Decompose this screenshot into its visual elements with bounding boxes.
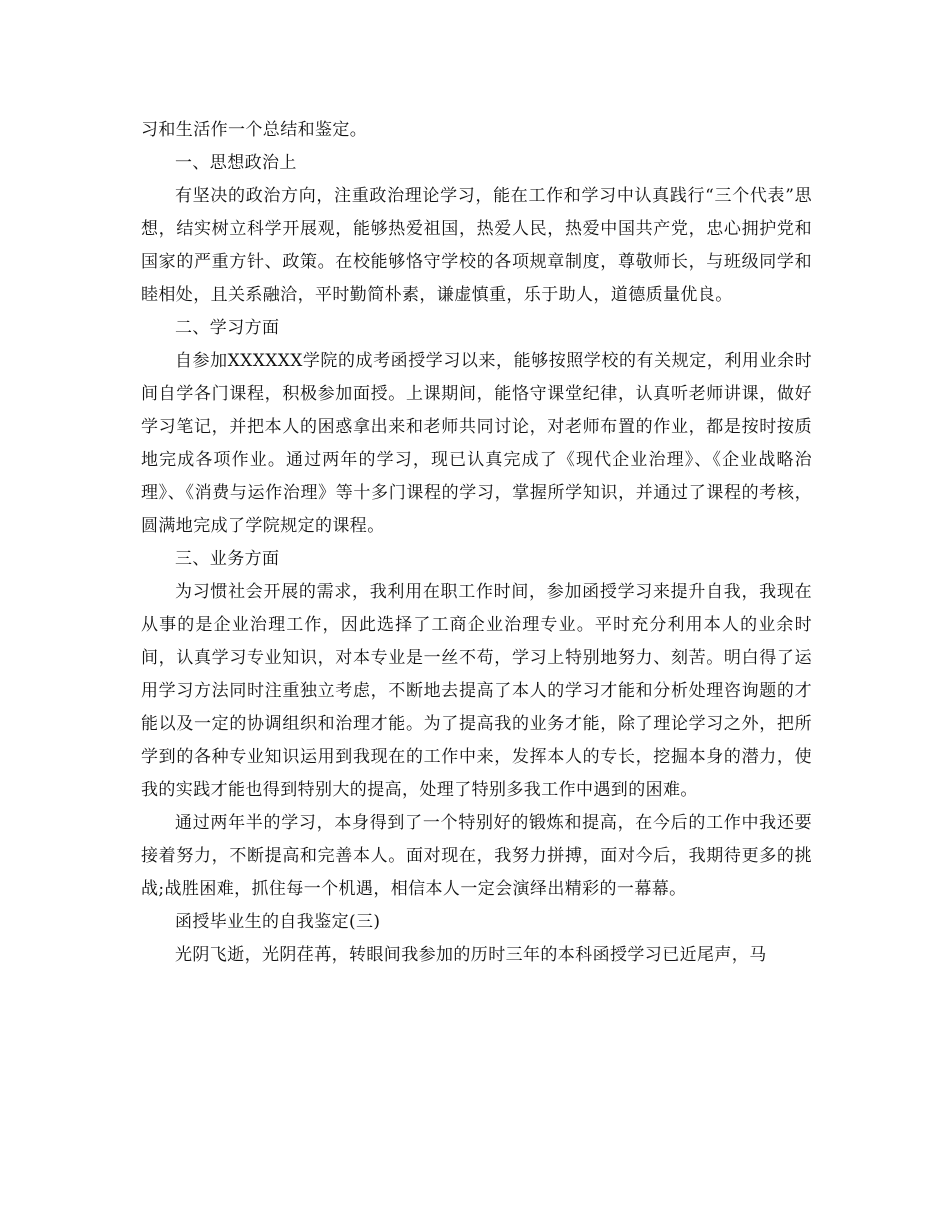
paragraph-political: 有坚决的政治方向，注重政治理论学习，能在工作和学习中认真践行“三个代表”思想，结实树立科学开展观，能够热爱祖国，热爱人民，热爱中国共产党，忠心拥护党和国家的严重方针、政策。在校能够恪守学校的各项规章制度，尊敬师长，与班级同学和睦相处，且关系融洽，平时勤简朴素，谦虚慎重，乐于助人，道德质量优良。 — [141, 186, 812, 305]
section-heading-political: 一、思想政治上 — [175, 153, 297, 173]
section-heading-business: 三、业务方面 — [175, 549, 280, 569]
paragraph-study: 自参加XXXXXX学院的成考函授学习以来，能够按照学校的有关规定，利用业余时间自学各门课程，积极参加面授。上课期间，能恪守课堂纪律，认真听老师讲课，做好学习笔记，并把本人的困惑拿出来和老师共同讨论，对老师布置的作业，都是按时按质地完成各项作业。通过两年的学习，现已认真完成了《现代企业治理》、《企业战略治理》、《消费与运作治理》等十多门课程的学习，掌握所学知识，并通过了课程的考核，圆满地完成了学院规定的课程。 — [141, 351, 812, 536]
section-heading-appraisal-three: 函授毕业生的自我鉴定(三) — [175, 912, 381, 932]
paragraph-appraisal-three-start: 光阴飞逝，光阴荏苒，转眼间我参加的历时三年的本科函授学习已近尾声，马 — [175, 945, 767, 965]
section-heading-study: 二、学习方面 — [175, 318, 280, 338]
paragraph-intro-continued: 习和生活作一个总结和鉴定。 — [141, 120, 368, 140]
paragraph-business: 为习惯社会开展的需求，我利用在职工作时间，参加函授学习来提升自我，我现在从事的是企业治理工作，因此选择了工商企业治理专业。平时充分利用本人的业余时间，认真学习专业知识，对本专业是一丝不苟，学习上特别地努力、刻苦。明白得了运用学习方法同时注重独立考虑，不断地去提高了本人的学习才能和分析处理咨询题的才能以及一定的协调组织和治理才能。为了提高我的业务才能，除了理论学习之外，把所学到的各种专业知识运用到我现在的工作中来，发挥本人的专长，挖掘本身的潜力，使我的实践才能也得到特别大的提高，处理了特别多我工作中遇到的困难。 — [141, 582, 812, 800]
paragraph-summary: 通过两年半的学习，本身得到了一个特别好的锻炼和提高，在今后的工作中我还要接着努力，不断提高和完善本人。面对现在，我努力拼搏，面对今后，我期待更多的挑战;战胜困难，抓住每一个机遇，相信本人一定会演绎出精彩的一幕幕。 — [141, 813, 812, 899]
